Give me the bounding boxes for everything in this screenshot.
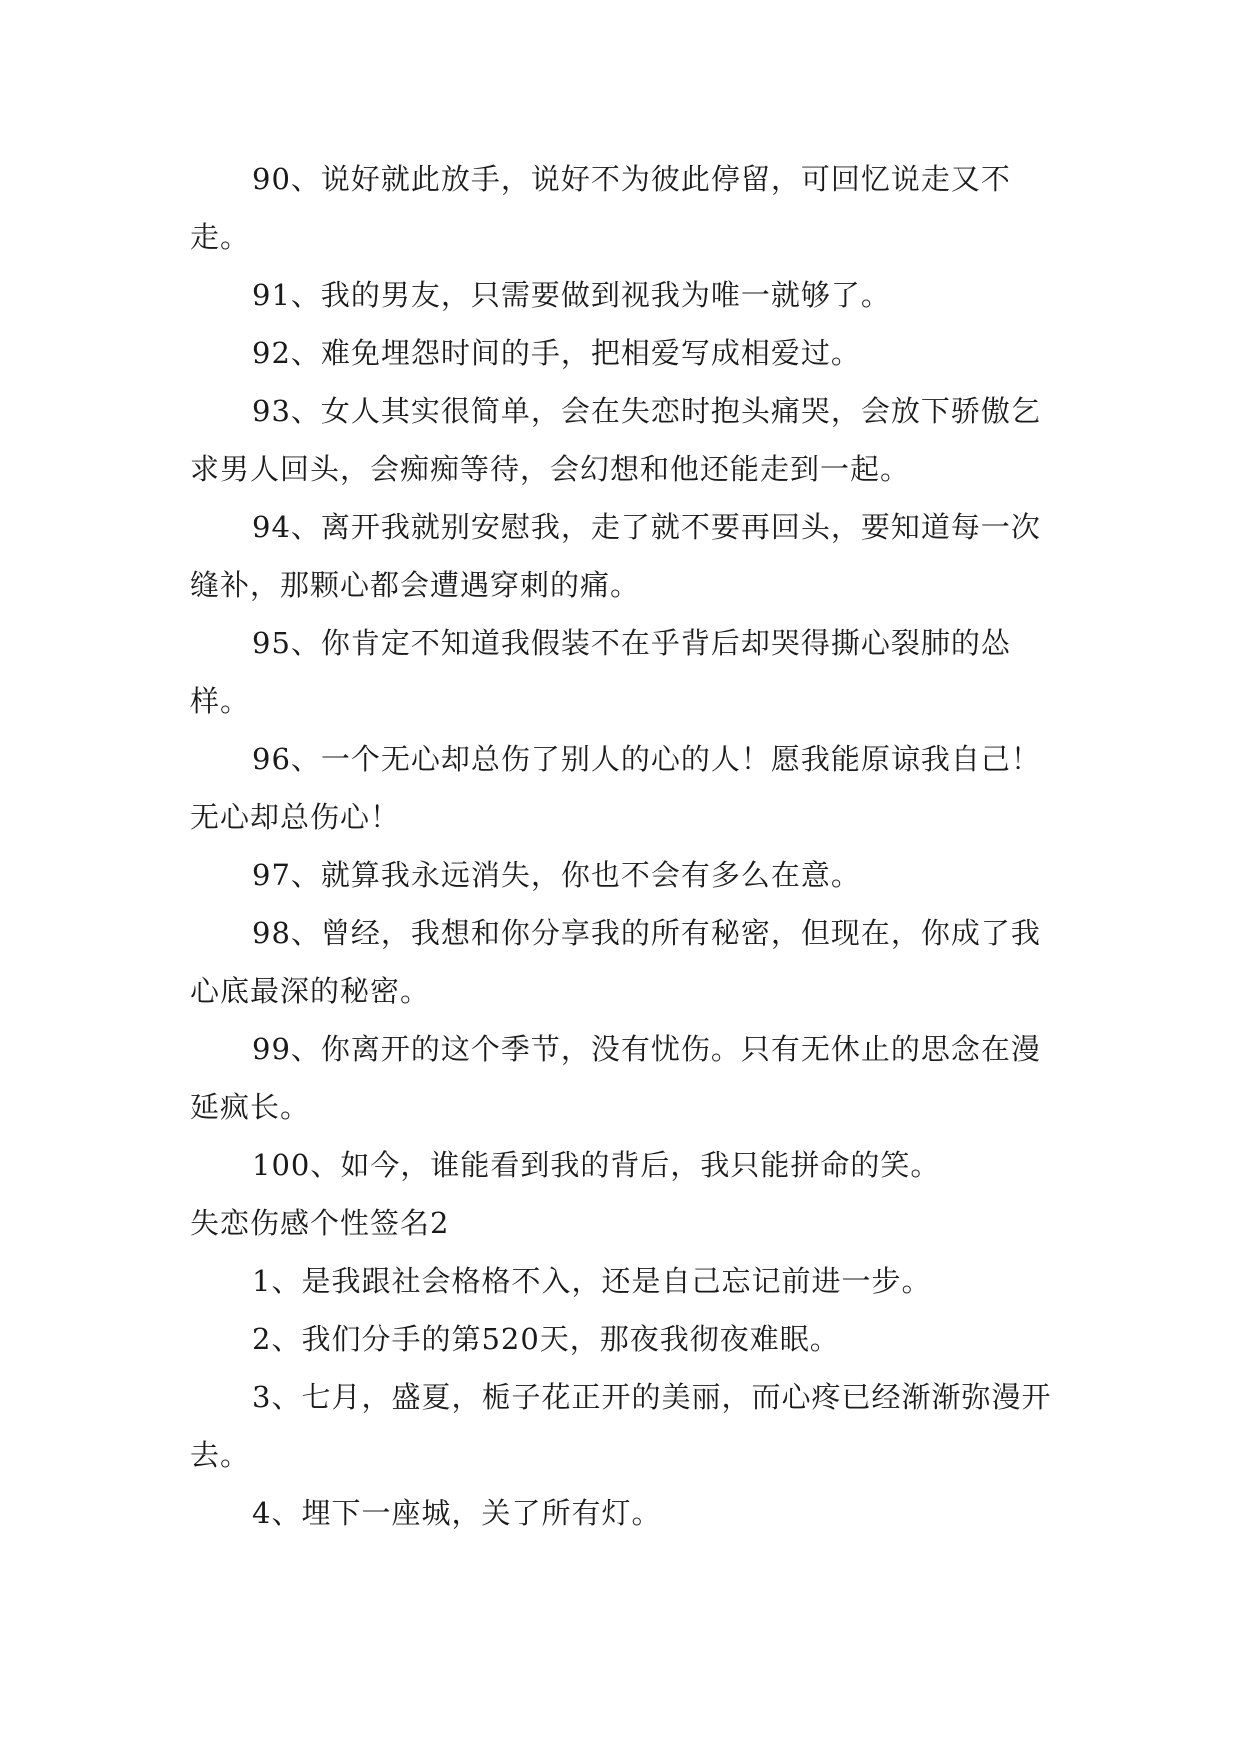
paragraph-92: 92、难免埋怨时间的手，把相爱写成相爱过。 (252, 336, 861, 370)
paragraph-91: 91、我的男友，只需要做到视我为唯一就够了。 (252, 278, 891, 312)
paragraph-93: 93、女人其实很简单，会在失恋时抱头痛哭，会放下骄傲乞求男人回头，会痴痴等待，会幻想和他还能走到一起。 (190, 394, 1041, 486)
paragraph-1: 1、是我跟社会格格不入，还是自己忘记前进一步。 (252, 1264, 932, 1298)
paragraph-3: 3、七月，盛夏，栀子花正开的美丽，而心疼已经渐渐弥漫开去。 (190, 1380, 1052, 1472)
section-heading: 失恋伤感个性签名2 (190, 1206, 450, 1240)
paragraph-90: 90、说好就此放手，说好不为彼此停留，可回忆说走又不走。 (190, 162, 1011, 254)
paragraph-4: 4、埋下一座城，关了所有灯。 (252, 1496, 662, 1530)
paragraph-97: 97、就算我永远消失，你也不会有多么在意。 (252, 858, 861, 892)
paragraph-94: 94、离开我就别安慰我，走了就不要再回头，要知道每一次缝补，那颗心都会遭遇穿刺的痛。 (190, 510, 1041, 602)
paragraph-98: 98、曾经，我想和你分享我的所有秘密，但现在，你成了我心底最深的秘密。 (190, 916, 1041, 1008)
paragraph-95: 95、你肯定不知道我假装不在乎背后却哭得撕心裂肺的怂样。 (190, 626, 1011, 718)
paragraph-99: 99、你离开的这个季节，没有忧伤。只有无休止的思念在漫延疯长。 (190, 1032, 1041, 1124)
paragraph-100: 100、如今，谁能看到我的背后，我只能拼命的笑。 (252, 1148, 941, 1182)
paragraph-96: 96、一个无心却总伤了别人的心的人！愿我能原谅我自己！无心却总伤心！ (190, 742, 1041, 834)
document-page (190, 150, 1070, 1542)
paragraph-2: 2、我们分手的第520天，那夜我彻夜难眠。 (252, 1322, 840, 1356)
